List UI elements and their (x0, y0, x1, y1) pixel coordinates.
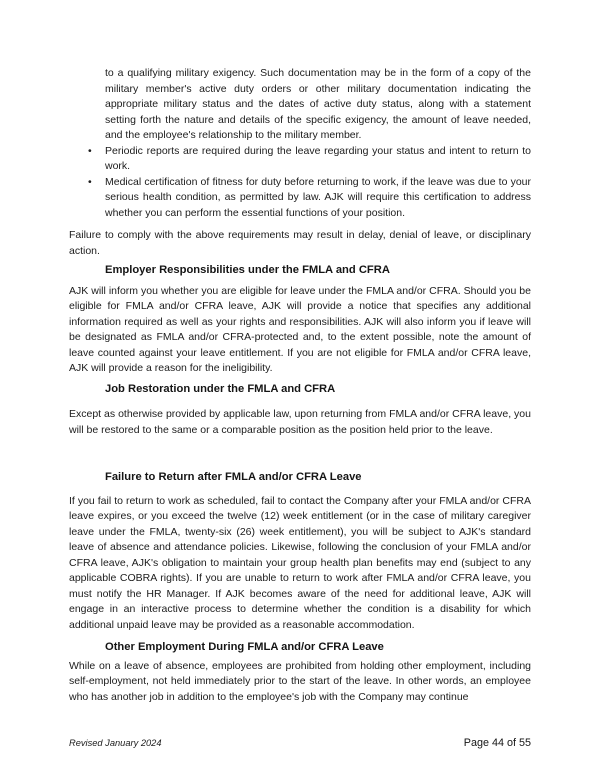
heading-employer-responsibilities: Employer Responsibilities under the FMLA and CFRA (105, 264, 390, 276)
footer-revision-date: Revised January 2024 (69, 738, 162, 748)
page-footer (69, 737, 531, 749)
bullet-icon: • (88, 175, 92, 188)
heading-other-employment: Other Employment During FMLA and/or CFRA Leave (105, 641, 384, 653)
paragraph-military-exigency-continuation: to a qualifying military exigency. Such documentation may be in the form of a copy of the military member's active duty orders or other military documentation indicating the appropriate military status and the dates of active duty status, along with a statement setting forth the nature and details of the specific exigency, the amount of leave needed, and the employee's relationship to the military member. (105, 67, 531, 141)
bullet-item-periodic-reports (69, 144, 531, 175)
bullet-icon: • (88, 144, 92, 157)
bullet-text-periodic-reports: Periodic reports are required during the leave regarding your status and intent to return to work. (105, 144, 531, 172)
bullet-item-medical-certification (69, 175, 531, 222)
heading-job-restoration: Job Restoration under the FMLA and CFRA (105, 382, 336, 395)
paragraph-other-employment: While on a leave of absence, employees are prohibited from holding other employment, including self-employment, not held immediately prior to the start of the leave. In other words, an employee who has another job in addition to the employee's job with the Company may continue (69, 659, 531, 703)
heading-failure-to-return: Failure to Return after FMLA and/or CFRA Leave (105, 471, 362, 483)
paragraph-failure-to-comply: Failure to comply with the above requirements may result in delay, denial of leave, or disciplinary action. (69, 229, 531, 257)
footer-page-number: Page 44 of 55 (463, 737, 531, 749)
paragraph-failure-to-return: If you fail to return to work as scheduled, fail to contact the Company after your FMLA and/or CFRA leave expires, or you exceed the twelve (12) week entitlement (or in the case of military caregiver leave under the FMLA, twenty-six (26) week entitlement), you will be subject to AJK's standard leave of absence and attendance policies. Likewise, following the conclusion of your FMLA and/or CFRA leave, AJK's obligation to maintain your group health plan benefits may end (subject to any applicable COBRA rights). If you are unable to return to work after FMLA and/or CFRA leave, you must notify the HR Manager. If AJK becomes aware of the need for additional leave, AJK will engage in an interactive process to determine whether the condition is a disability for which additional unpaid leave may be provided as a reasonable accommodation. (69, 494, 531, 631)
paragraph-employer-responsibilities: AJK will inform you whether you are eligible for leave under the FMLA and/or CFRA. Should you be eligible for FMLA and/or CFRA leave, AJK will provide a notice that specifies any additional information required as well as your rights and responsibilities. AJK will also inform you if leave will be designated as FMLA and/or CFRA-protected and, to the extent possible, note the amount of leave counted against your leave entitlement. If you are not eligible for FMLA and/or CFRA leave, AJK will provide a reason for the ineligibility. (69, 284, 531, 374)
paragraph-job-restoration: Except as otherwise provided by applicable law, upon returning from FMLA and/or CFRA leave, you will be restored to the same or a comparable position as the position held prior to the leave. (69, 408, 531, 436)
bullet-text-medical-certification: Medical certification of fitness for duty before returning to work, if the leave was due to your serious health condition, as permitted by law. AJK will require this certification to address whether you can perform the essential functions of your position. (105, 175, 531, 219)
document-body (69, 66, 531, 705)
